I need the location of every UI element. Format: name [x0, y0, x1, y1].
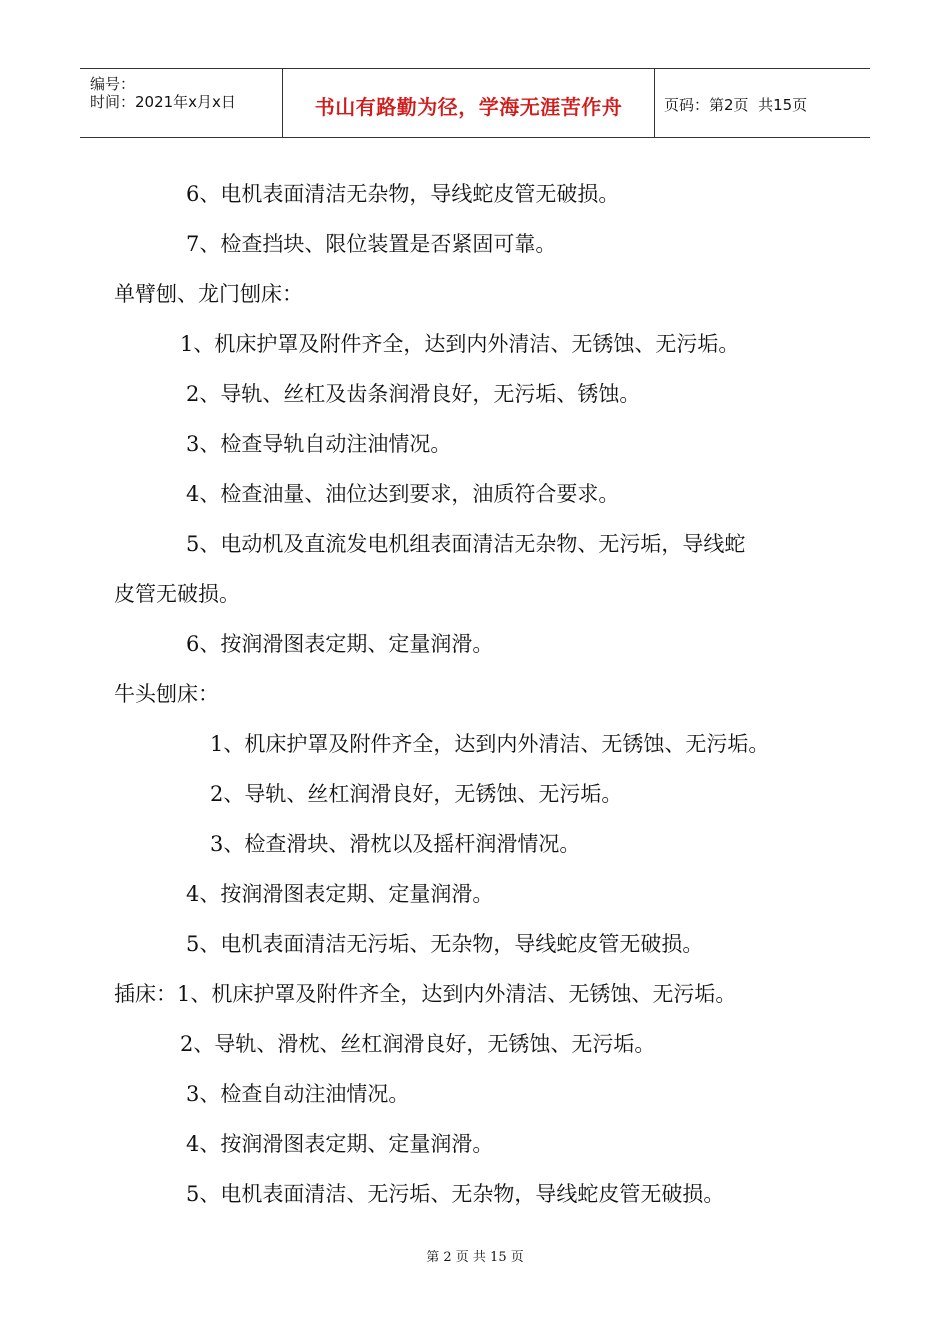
body-line: 3、检查导轨自动注油情况。: [186, 432, 452, 456]
section-heading: 单臂刨、龙门刨床：: [114, 282, 303, 306]
body-line: 2、导轨、丝杠润滑良好，无锈蚀、无污垢。: [210, 782, 623, 806]
body-line: 5、电机表面清洁、无污垢、无杂物，导线蛇皮管无破损。: [186, 1182, 725, 1206]
body-line: 5、电动机及直流发电机组表面清洁无杂物、无污垢，导线蛇: [186, 532, 746, 556]
body-line: 1、机床护罩及附件齐全，达到内外清洁、无锈蚀、无污垢。: [210, 732, 770, 756]
body-line: 3、检查滑块、滑枕以及摇杆润滑情况。: [210, 832, 581, 856]
body-line: 3、检查自动注油情况。: [186, 1082, 410, 1106]
body-line: 皮管无破损。: [114, 582, 240, 606]
body-line: 5、电机表面清洁无污垢、无杂物，导线蛇皮管无破损。: [186, 932, 704, 956]
body-line: 4、检查油量、油位达到要求，油质符合要求。: [186, 482, 620, 506]
document-number-label: 编号：: [90, 75, 136, 93]
page-header: [80, 68, 870, 138]
body-line: 7、检查挡块、限位装置是否紧固可靠。: [186, 232, 557, 256]
document-time-label: 时间：2021年x月x日: [90, 93, 236, 111]
body-line: 6、按润滑图表定期、定量润滑。: [186, 632, 494, 656]
header-motto-cell: [283, 69, 655, 137]
body-line: 2、导轨、丝杠及齿条润滑良好，无污垢、锈蚀。: [186, 382, 641, 406]
body-line: 6、电机表面清洁无杂物，导线蛇皮管无破损。: [186, 182, 620, 206]
page-footer: 第 2 页 共 15 页: [426, 1250, 524, 1265]
header-page-cell: [655, 69, 870, 137]
body-line: 1、机床护罩及附件齐全，达到内外清洁、无锈蚀、无污垢。: [180, 332, 740, 356]
body-line: 4、按润滑图表定期、定量润滑。: [186, 1132, 494, 1156]
header-meta-cell: [80, 69, 283, 137]
body-line: 4、按润滑图表定期、定量润滑。: [186, 882, 494, 906]
header-page-info: 页码：第2页 共15页: [664, 96, 808, 114]
section-heading: 牛头刨床：: [114, 682, 219, 706]
header-motto: 书山有路勤为径，学海无涯苦作舟: [314, 95, 623, 119]
body-line: 2、导轨、滑枕、丝杠润滑良好，无锈蚀、无污垢。: [180, 1032, 656, 1056]
section-heading: 插床：1、机床护罩及附件齐全，达到内外清洁、无锈蚀、无污垢。: [114, 982, 737, 1006]
